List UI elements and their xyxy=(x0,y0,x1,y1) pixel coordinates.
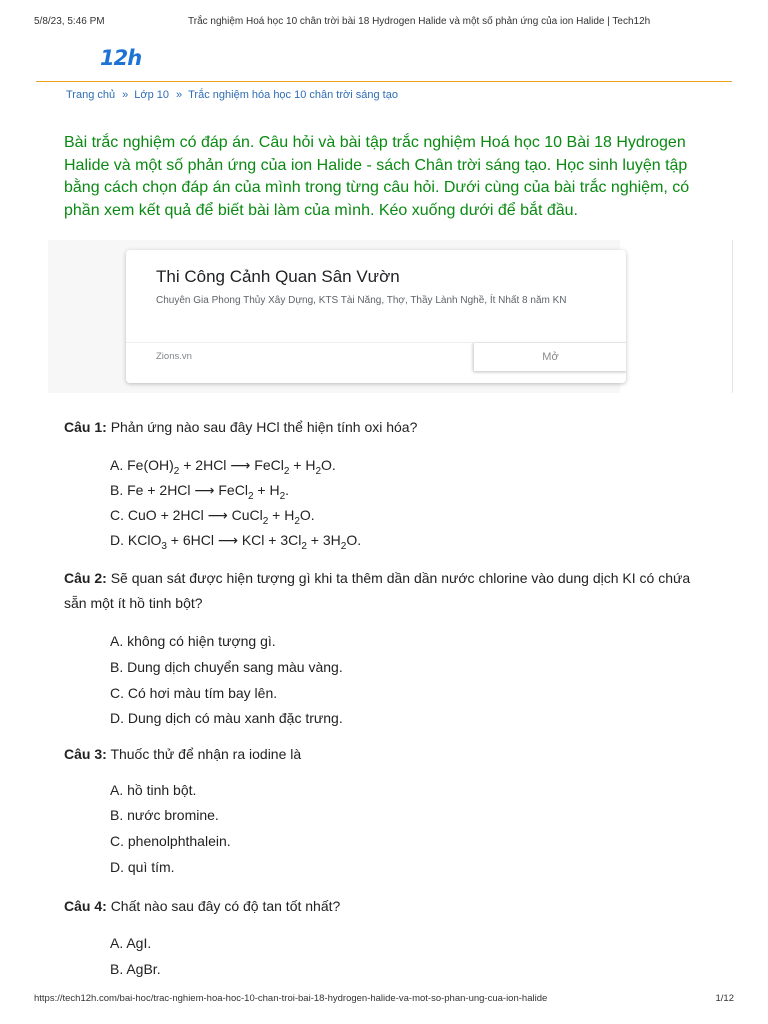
option-1c[interactable]: C. CuO + 2HCl ⟶ CuCl$_2$ + $H_2O$. xyxy=(110,507,315,527)
breadcrumb-separator: » xyxy=(176,89,183,101)
breadcrumb-item-grade[interactable]: Lớp 10 xyxy=(134,89,169,101)
question-3 xyxy=(64,742,714,767)
option-3b[interactable]: B. nước bromine. xyxy=(110,807,219,823)
ad-subtitle: Chuyên Gia Phong Thủy Xây Dựng, KTS Tài Năng, Thợ, Thầy Lành Nghề, Ít Nhất 8 năm KN xyxy=(156,295,567,306)
print-datetime: 5/8/23, 5:46 PM xyxy=(34,16,105,27)
question-2 xyxy=(64,566,714,616)
option-1b[interactable]: B. Fe + 2HCl ⟶ FeCl$_2$ + $H_2$. xyxy=(110,482,290,502)
option-2a[interactable]: A. không có hiện tượng gì. xyxy=(110,633,276,649)
question-4 xyxy=(64,894,714,919)
option-3c[interactable]: C. phenolphthalein. xyxy=(110,833,231,849)
question-text: Sẽ quan sát được hiện tượng gì khi ta thêm dần dần nước chlorine vào dung dịch KI có chứa sẵn một ít hồ tinh bột? xyxy=(64,570,691,611)
breadcrumb-item-home[interactable]: Trang chủ xyxy=(66,89,116,101)
option-4b[interactable]: B. AgBr. xyxy=(110,961,161,977)
breadcrumb-item-category[interactable]: Trắc nghiệm hóa học 10 chân trời sáng tạo xyxy=(188,89,398,101)
option-2b[interactable]: B. Dung dịch chuyển sang màu vàng. xyxy=(110,659,343,675)
ad-open-button[interactable]: Mở xyxy=(473,343,626,371)
breadcrumb xyxy=(66,89,402,101)
question-1 xyxy=(64,415,714,440)
ad-domain: Zions.vn xyxy=(156,351,192,362)
option-1d[interactable]: D. KClO$_3$ + 6HCl ⟶ KCl + $3Cl_2 + 3H_2O$. xyxy=(110,532,362,552)
question-text: Thuốc thử để nhận ra iodine là xyxy=(110,746,302,762)
question-label: Câu 1: xyxy=(64,419,107,435)
site-logo[interactable]: 12h xyxy=(100,46,142,70)
question-text: Phản ứng nào sau đây HCl thể hiện tính oxi hóa? xyxy=(110,419,418,435)
ad-title[interactable]: Thi Công Cảnh Quan Sân Vườn xyxy=(156,267,400,286)
print-page-title: Trắc nghiệm Hoá học 10 chân trời bài 18 Hydrogen Halide và một số phản ứng của ion Halide | Tech12h xyxy=(188,16,651,27)
page-number: 1/12 xyxy=(715,993,734,1004)
ad-card[interactable] xyxy=(126,250,626,383)
intro-paragraph: Bài trắc nghiệm có đáp án. Câu hỏi và bài tập trắc nghiệm Hoá học 10 Bài 18 Hydrogen Halide và một số phản ứng của ion Halide - sách Chân trời sáng tạo. Học sinh luyện tập bằng cách chọn đáp án của mình trong từng câu hỏi. Dưới cùng của bài trắc nghiệm, có phần xem kết quả để biết bài làm của mình. Kéo xuống dưới để bắt đầu. xyxy=(64,134,690,219)
option-1a[interactable]: A. $Fe(OH)_2 + 2HCl$ ⟶ FeCl$_2$ + $H_2O$. xyxy=(110,457,336,477)
option-3a[interactable]: A. hồ tinh bột. xyxy=(110,782,197,798)
print-url: https://tech12h.com/bai-hoc/trac-nghiem-hoa-hoc-10-chan-troi-bai-18-hydrogen-halide-va-mot-so-phan-ung-cua-ion-halide xyxy=(34,993,548,1004)
header-divider xyxy=(36,81,732,82)
question-text: Chất nào sau đây có độ tan tốt nhất? xyxy=(110,898,341,914)
option-2d[interactable]: D. Dung dịch có màu xanh đặc trưng. xyxy=(110,710,343,726)
option-2c[interactable]: C. Có hơi màu tím bay lên. xyxy=(110,685,278,701)
question-label: Câu 2: xyxy=(64,570,107,586)
ad-edge-line xyxy=(732,240,733,393)
breadcrumb-separator: » xyxy=(122,89,129,101)
question-label: Câu 4: xyxy=(64,898,107,914)
question-label: Câu 3: xyxy=(64,746,107,762)
option-3d[interactable]: D. quì tím. xyxy=(110,859,175,875)
option-4a[interactable]: A. AgI. xyxy=(110,935,152,951)
